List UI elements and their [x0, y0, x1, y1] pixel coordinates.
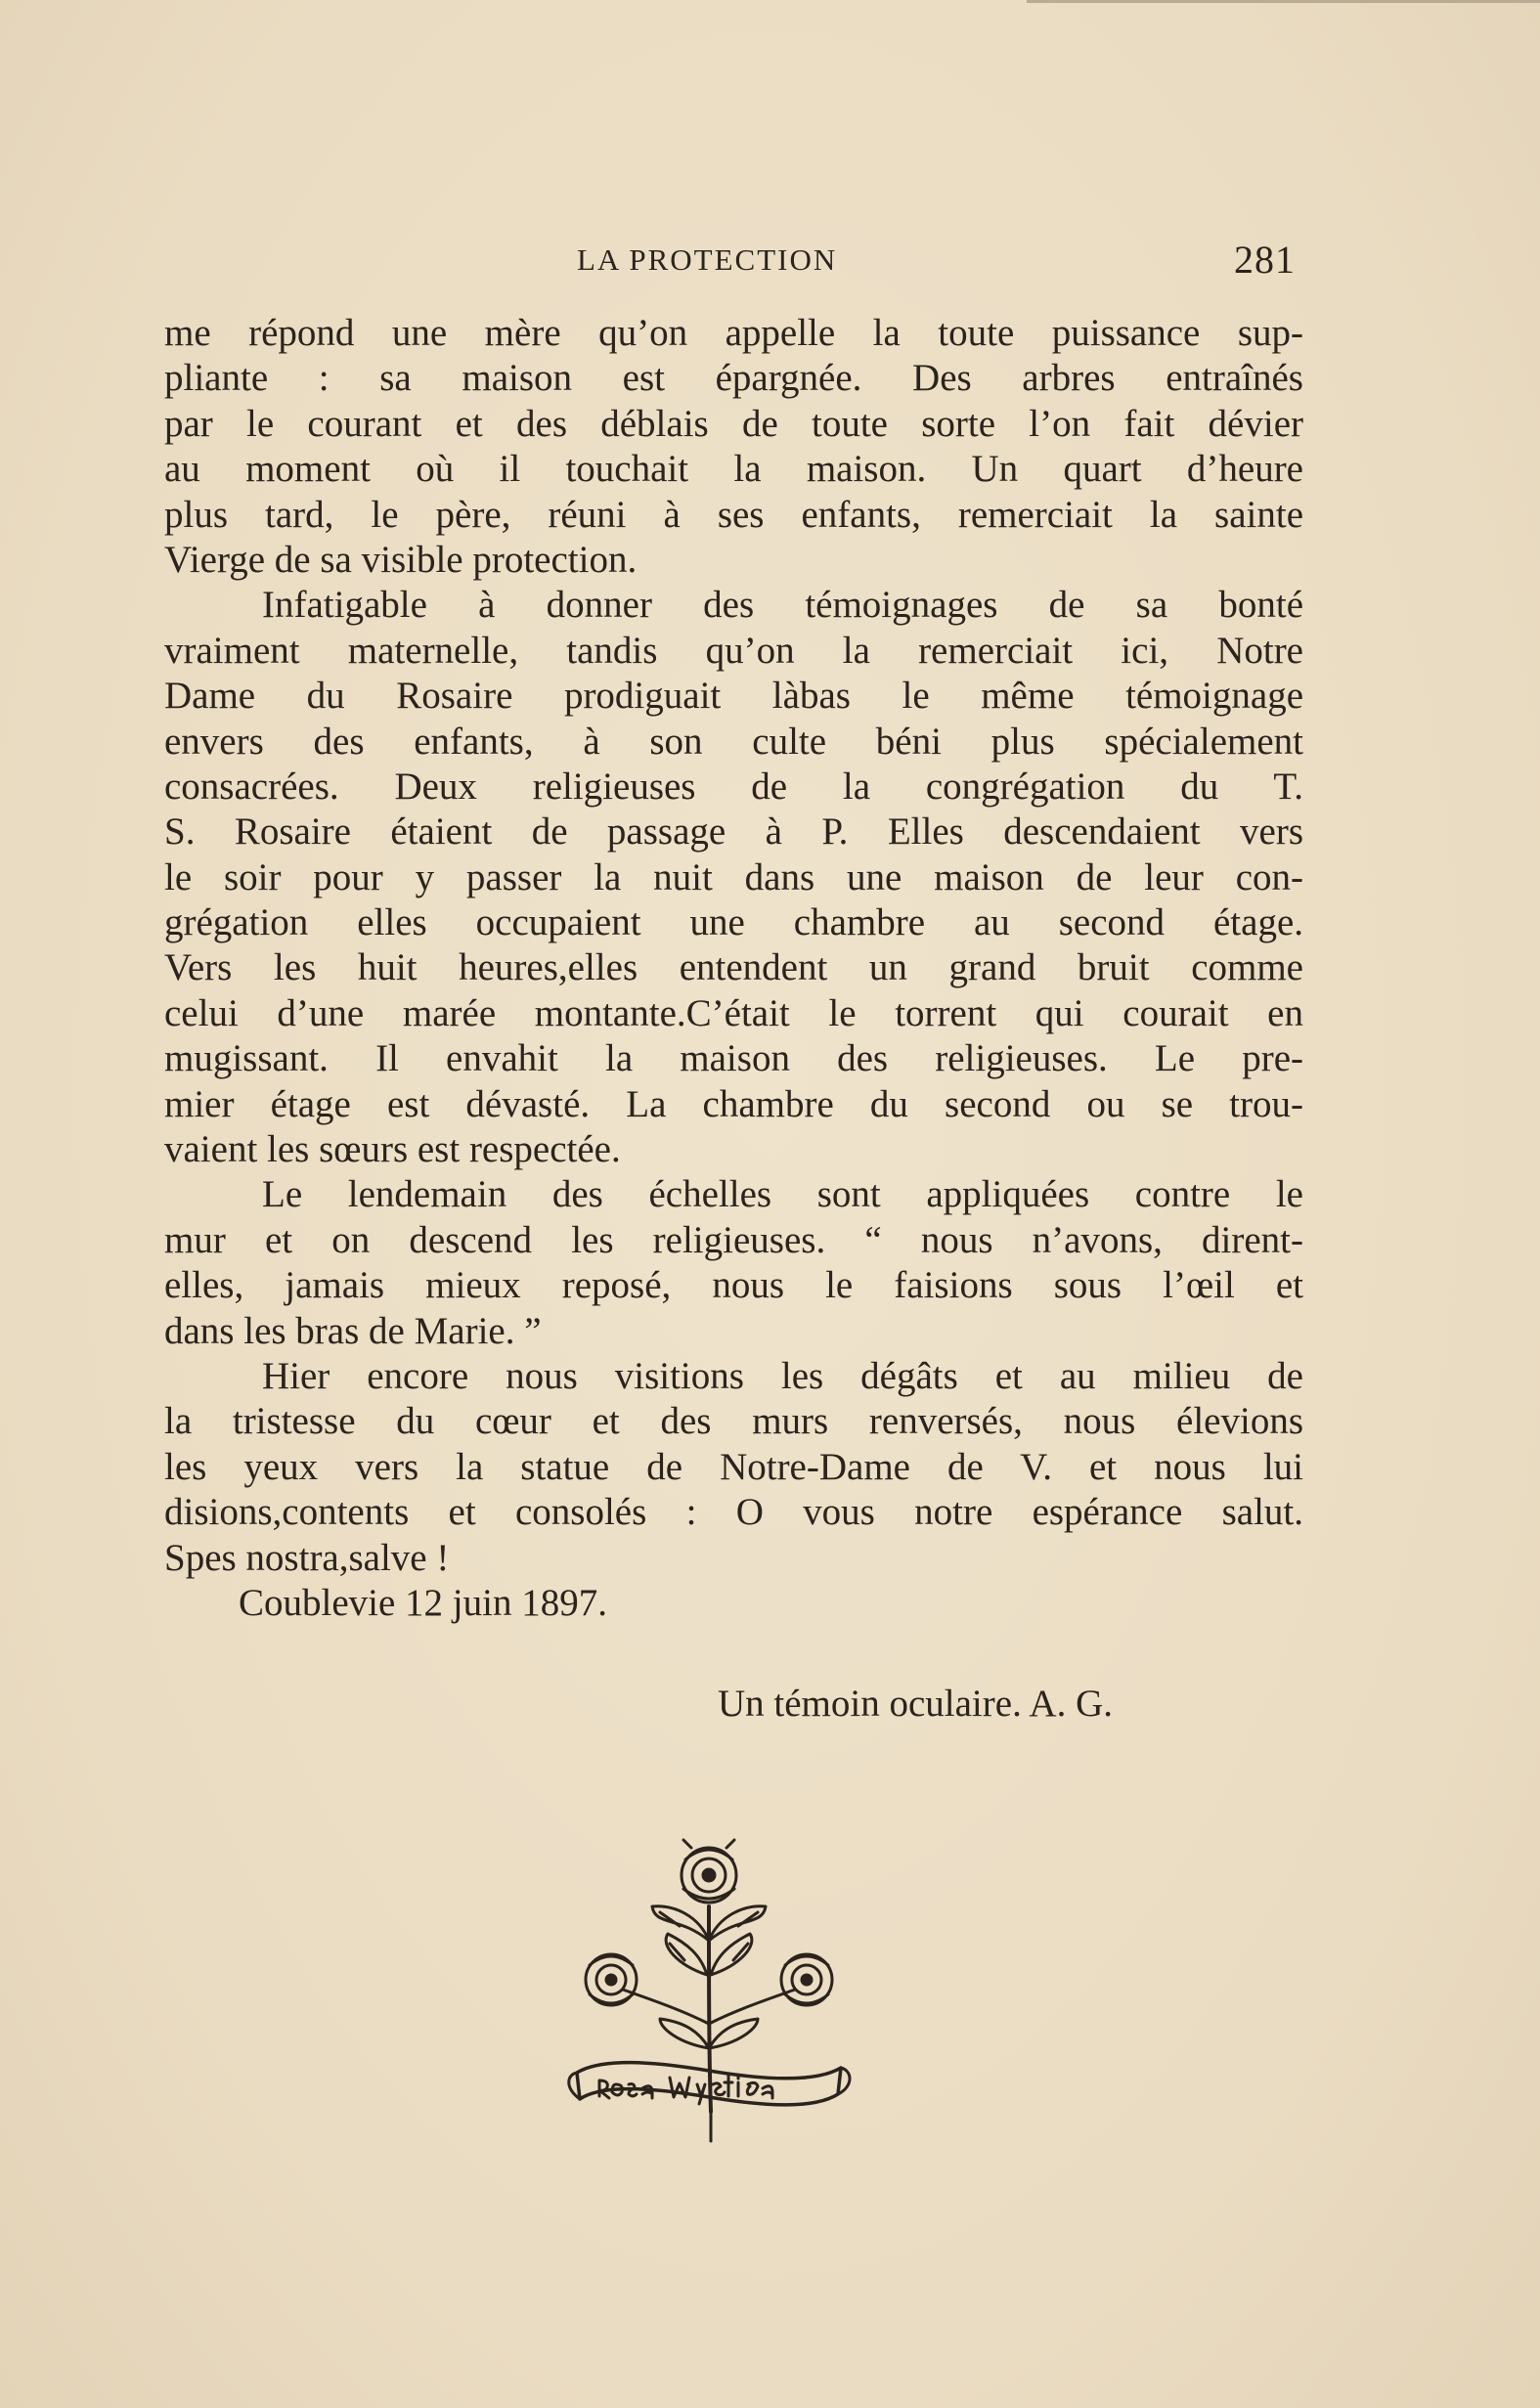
text-line: vaient les sœurs est respectée. [164, 1128, 621, 1171]
text-line: vraiment maternelle, tandis qu’on la remerciait ici, Notre [164, 629, 1303, 672]
running-head [0, 238, 1540, 285]
text-line: le soir pour y passer la nuit dans une maison de leur con- [164, 855, 1303, 898]
page-number: 281 [1234, 238, 1296, 282]
rosa-mystica-ornament-icon [562, 1818, 856, 2161]
text-line: Infatigable à donner des témoignages de sa bonté [262, 584, 1303, 627]
signature: Un témoin oculaire. A. G. [718, 1683, 1113, 1725]
text-line: Spes nostra,salve ! [164, 1536, 450, 1579]
top-edge-rule [1027, 0, 1540, 3]
text-line: pliante : sa maison est épargnée. Des arbres entraînés [164, 357, 1303, 400]
text-line: plus tard, le père, réuni à ses enfants, remerciait la sainte [164, 493, 1303, 536]
text-line: celui d’une marée montante.C’était le torrent qui courait en [164, 991, 1303, 1034]
text-line: envers des enfants, à son culte béni plus spécialement [164, 720, 1303, 763]
body-text [164, 311, 1303, 1626]
text-line: dans les bras de Marie. ” [164, 1309, 542, 1352]
text-line: elles, jamais mieux reposé, nous le faisions sous l’œil et [164, 1264, 1303, 1307]
text-line: Le lendemain des échelles sont appliquées contre le [262, 1173, 1303, 1216]
text-line: mugissant. Il envahit la maison des religieuses. Le pre- [164, 1037, 1303, 1080]
running-head-title: LA PROTECTION [577, 242, 838, 277]
text-line: grégation elles occupaient une chambre au second étage. [164, 901, 1303, 944]
text-line: disions,contents et consolés : O vous notre espérance salut. [164, 1491, 1303, 1534]
text-line: Dame du Rosaire prodiguait làbas le même témoignage [164, 675, 1303, 718]
text-line: Hier encore nous visitions les dégâts et au milieu de [262, 1354, 1303, 1397]
text-line: me répond une mère qu’on appelle la toute puissance sup- [164, 312, 1303, 354]
text-line: au moment où il touchait la maison. Un quart d’heure [164, 448, 1303, 491]
text-line: mur et on descend les religieuses. “ nous n’avons, dirent- [164, 1218, 1303, 1261]
text-line: mier étage est dévasté. La chambre du second ou se trou- [164, 1082, 1303, 1125]
dateline: Coublevie 12 juin 1897. [239, 1581, 607, 1624]
text-line: par le courant et des déblais de toute sorte l’on fait dévier [164, 402, 1303, 445]
text-line: Vierge de sa visible protection. [164, 538, 638, 581]
text-line: les yeux vers la statue de Notre-Dame de V. et nous lui [164, 1445, 1303, 1488]
text-line: la tristesse du cœur et des murs renversés, nous élevions [164, 1400, 1303, 1443]
text-line: S. Rosaire étaient de passage à P. Elles descendaient vers [164, 810, 1303, 854]
text-line: Vers les huit heures,elles entendent un grand bruit comme [164, 946, 1303, 989]
text-line: consacrées. Deux religieuses de la congrégation du T. [164, 765, 1303, 808]
